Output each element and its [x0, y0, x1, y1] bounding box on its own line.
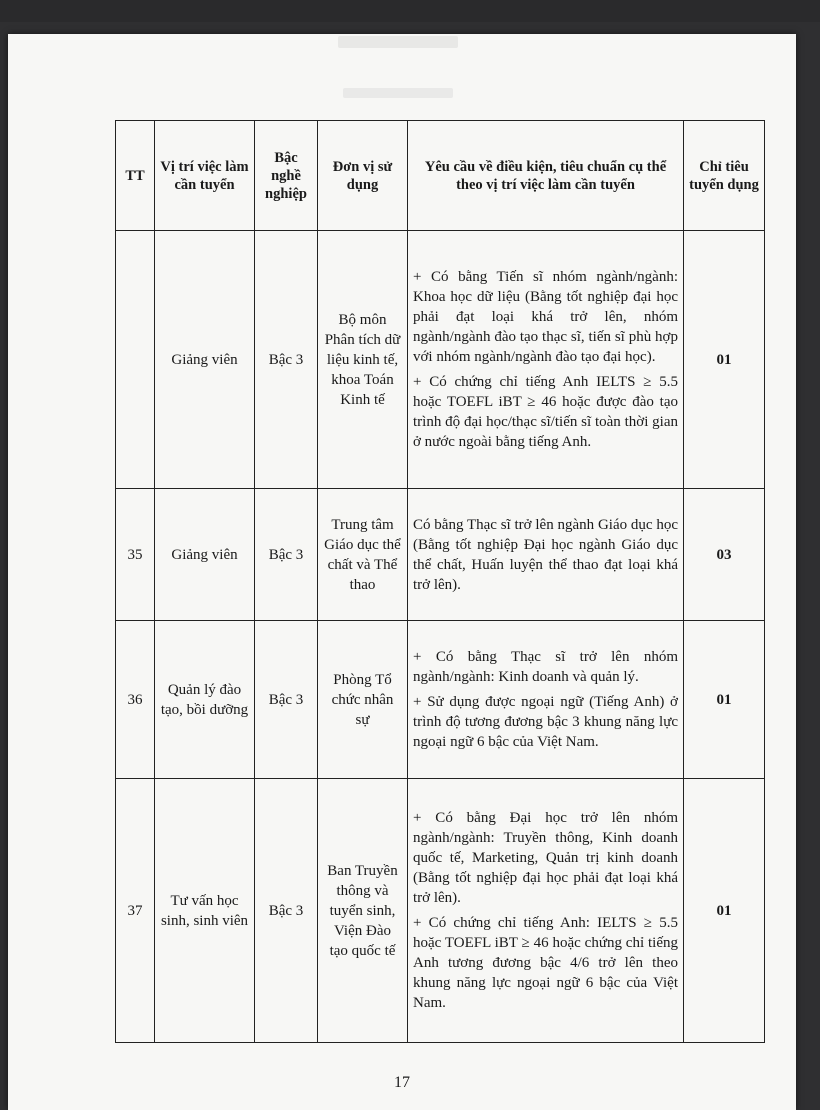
row-quota: 01 — [684, 621, 765, 779]
header-quota: Chỉ tiêu tuyển dụng — [684, 121, 765, 231]
faded-header-mark-2 — [343, 88, 453, 98]
table-row — [116, 779, 765, 1043]
header-row — [116, 121, 765, 231]
row-level: Bậc 3 — [255, 621, 318, 779]
table-row — [116, 231, 765, 489]
header-tt: TT — [116, 121, 155, 231]
requirement-item: + Có chứng chỉ tiếng Anh: IELTS ≥ 5.5 hoặc TOEFL iBT ≥ 46 hoặc chứng chỉ tiếng Anh tương đương bậc 4/6 trở lên theo khung năng lực ngoại ngữ 6 bậc của Việt Nam. — [413, 915, 678, 1011]
row-unit: Ban Truyền thông và tuyển sinh, Viện Đào tạo quốc tế — [318, 779, 408, 1043]
row-level: Bậc 3 — [255, 779, 318, 1043]
requirement-item: + Có chứng chỉ tiếng Anh IELTS ≥ 5.5 hoặc TOEFL iBT ≥ 46 hoặc được đào tạo trình độ đại học/thạc sĩ/tiến sĩ toàn thời gian ở nước ngoài bằng tiếng Anh. — [413, 374, 678, 450]
table-row — [116, 621, 765, 779]
recruitment-table — [115, 120, 765, 1043]
row-requirements — [408, 231, 684, 489]
row-unit: Phòng Tổ chức nhân sự — [318, 621, 408, 779]
row-unit: Trung tâm Giáo dục thể chất và Thể thao — [318, 489, 408, 621]
row-quota: 01 — [684, 231, 765, 489]
requirement-item: + Sử dụng được ngoại ngữ (Tiếng Anh) ở trình độ tương đương bậc 3 khung năng lực ngoại ngữ 6 bậc của Việt Nam. — [413, 694, 678, 750]
row-level: Bậc 3 — [255, 231, 318, 489]
header-level: Bậc nghề nghiệp — [255, 121, 318, 231]
row-level: Bậc 3 — [255, 489, 318, 621]
row-quota: 01 — [684, 779, 765, 1043]
row-requirements — [408, 621, 684, 779]
row-requirements — [408, 779, 684, 1043]
page-number: 17 — [394, 1074, 410, 1091]
header-unit: Đơn vị sử dụng — [318, 121, 408, 231]
row-tt: 36 — [116, 621, 155, 779]
row-quota: 03 — [684, 489, 765, 621]
viewer-top-bar — [0, 0, 820, 22]
table-row — [116, 489, 765, 621]
requirement-item: + Có bằng Đại học trở lên nhóm ngành/ngành: Truyền thông, Kinh doanh quốc tế, Marketing, Quản trị kinh doanh (Bằng tốt nghiệp đại học phải đạt loại khá trở lên). — [413, 810, 678, 906]
row-position: Giảng viên — [155, 489, 255, 621]
header-position: Vị trí việc làm cần tuyển — [155, 121, 255, 231]
row-position: Quản lý đào tạo, bồi dưỡng — [155, 621, 255, 779]
row-tt: 37 — [116, 779, 155, 1043]
faded-header-mark — [338, 36, 458, 48]
header-requirements: Yêu cầu về điều kiện, tiêu chuẩn cụ thể theo vị trí việc làm cần tuyển — [408, 121, 684, 231]
row-unit: Bộ môn Phân tích dữ liệu kinh tế, khoa Toán Kinh tế — [318, 231, 408, 489]
requirement-item: + Có bằng Tiến sĩ nhóm ngành/ngành: Khoa học dữ liệu (Bằng tốt nghiệp đại học phải đạt loại khá trở lên, nhóm ngành/ngành đào tạo thạc sĩ, tiến sĩ phù hợp với nhóm ngành/ngành đào tạo đại học). — [413, 269, 678, 365]
row-position: Tư vấn học sinh, sinh viên — [155, 779, 255, 1043]
row-position: Giảng viên — [155, 231, 255, 489]
document-page — [8, 34, 796, 1110]
requirement-item: Có bằng Thạc sĩ trở lên ngành Giáo dục học (Bằng tốt nghiệp Đại học ngành Giáo dục thể chất, Huấn luyện thể thao đạt loại khá trở lên). — [413, 516, 678, 593]
row-requirements — [408, 489, 684, 621]
row-tt — [116, 231, 155, 489]
row-tt: 35 — [116, 489, 155, 621]
requirement-item: + Có bằng Thạc sĩ trở lên nhóm ngành/ngành: Kinh doanh và quản lý. — [413, 649, 678, 685]
